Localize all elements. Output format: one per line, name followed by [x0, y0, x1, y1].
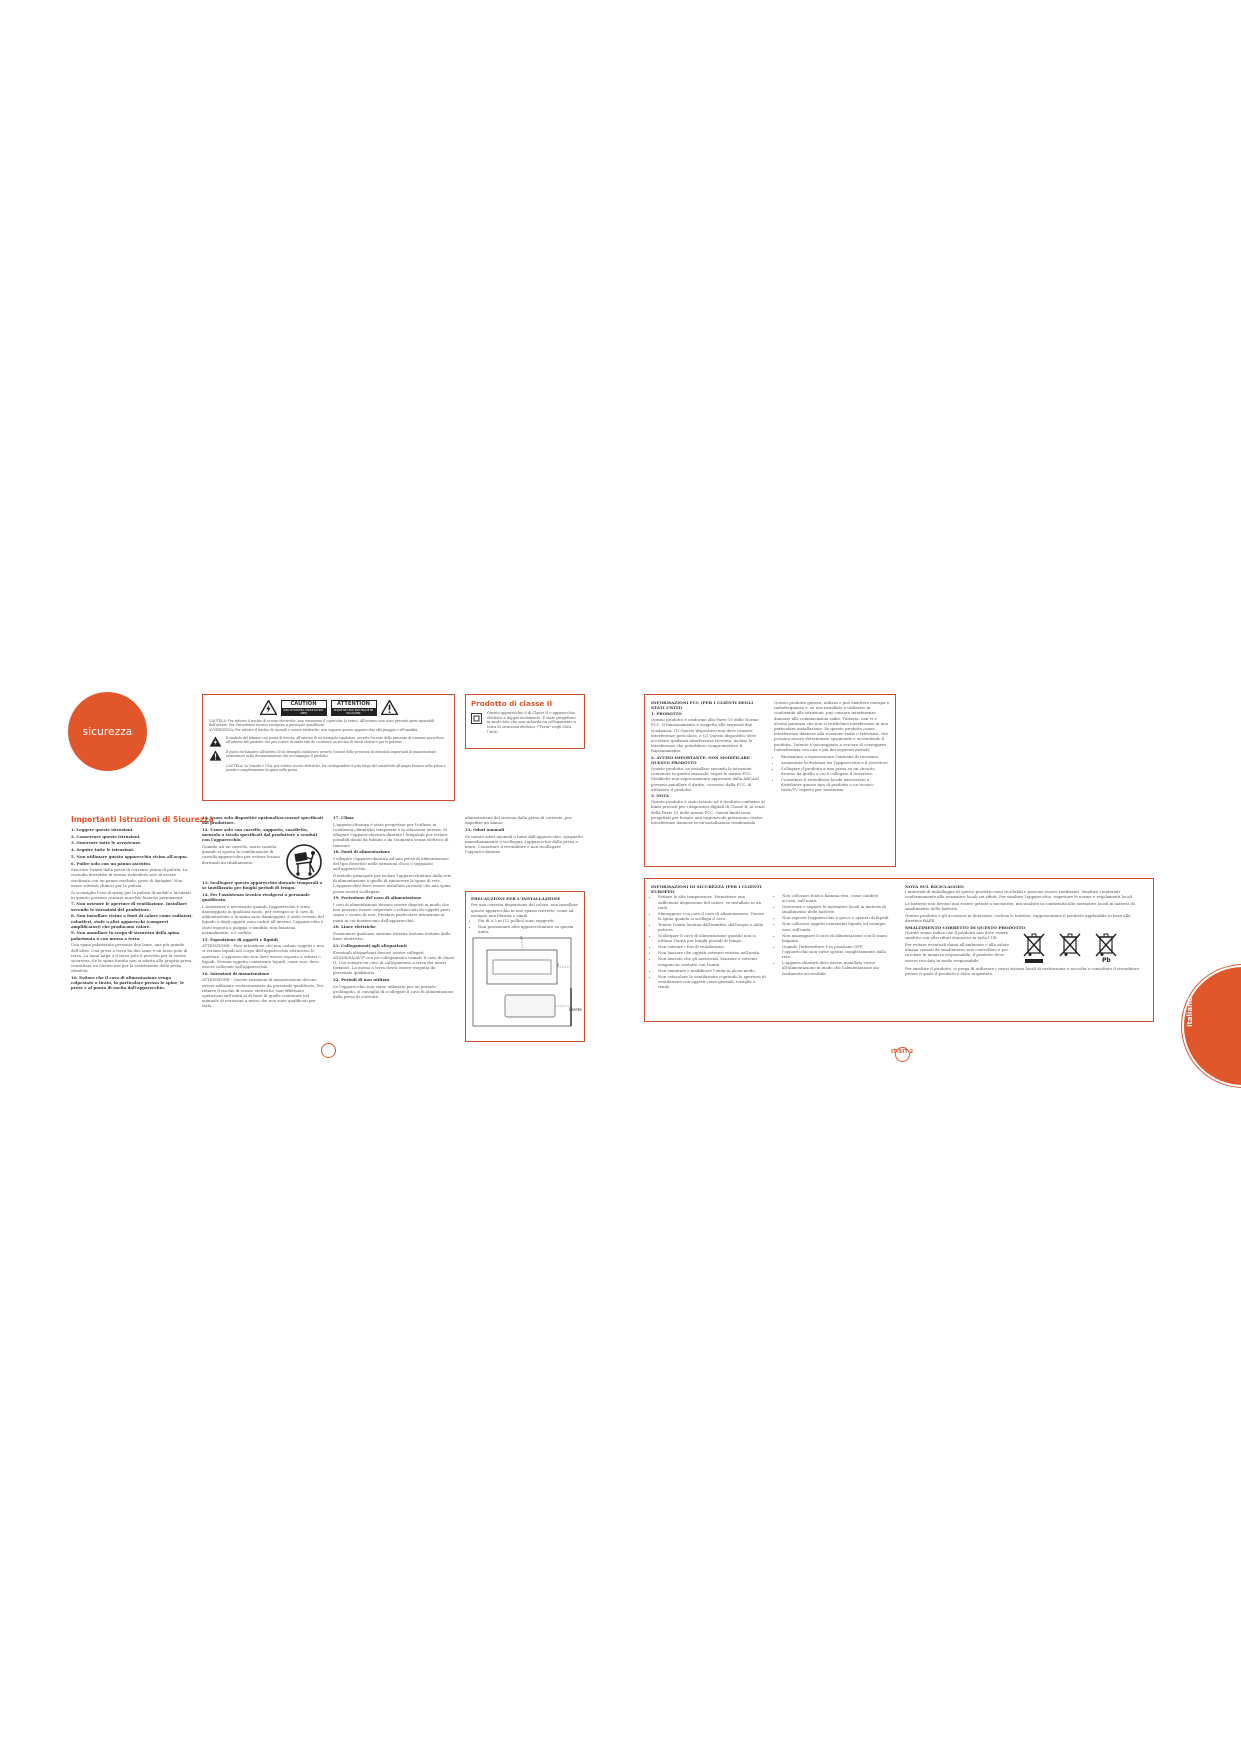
instructions-title: Importanti Istruzioni di Sicurezza: [71, 815, 214, 824]
weee-bin-bar-icon: [1023, 932, 1045, 964]
instruction-item: 17. Clima: [333, 815, 354, 820]
instruction-text: Il metodo principale per isolare l'apparecchiatura dalla rete di alimentazione è quello di rimuovere la spina di rete. L'apparecchio deve essere installato in modo che una spina possa essere scollegata.: [333, 873, 452, 894]
instruction-item: 9. Non annullare lo scopo di sicurezza della spina polarizzata o con messa a terra.: [71, 930, 180, 941]
fcc-right-text: Questo prodotto genera, utilizza e può emettere energia a radiofrequenza e, se non installato e utilizzato in conformità alle istruzioni, può causare interferenze dannose alle comunicazioni radio. Tuttavia, non vi è alcuna garanzia che non si verifichino interferenze in una particolare installazione. Se questo prodotto causa interferenze dannose alla ricezione radio o televisiva, che possono essere determinate spegnendo e accendendo il prodotto, l'utente è incoraggiato a cercare di correggere l'interferenza con una o più dei seguenti metodi:: [774, 700, 889, 752]
exclamation-warning-icon: [381, 700, 398, 715]
class2-text: Questo apparecchio è di Classe II o apparecchio elettrico a doppio isolamento. È stato progettato in modo tale che non richieda un collegamento a terra di sicurezza elettrica ("Terra" negli Stati Uniti).: [487, 711, 576, 734]
instruction-text: ATTENZIONE - Fare attenzione che non cadano oggetti e non si versino liquidi nel corpo dell'apparecchio attraverso le aperture. L'apparecchio non deve essere esposto a schizzi o liquidi. Nessun oggetto contenente liquidi, come vasi, deve essere collocato sull'apparecchio.: [202, 943, 324, 970]
page-number-circle: [321, 1043, 336, 1058]
bolt-symbol-row: [209, 736, 448, 747]
fcc-right-bullets: [774, 754, 889, 793]
instruction-item: 4. Seguire tutte le istruzioni.: [71, 847, 135, 853]
page-number: IT-SIT-2: [891, 1049, 914, 1055]
fcc-left-col: [651, 700, 766, 861]
installation-clearance-diagram: [471, 936, 581, 1028]
instruction-item: 19. Protezione del cavo di alimentazione: [333, 895, 422, 901]
weee-icons: [1023, 932, 1117, 966]
fcc-section-heading: 2. AVVISO IMPORTANTE: NON MODIFICARE QUESTO PRODOTTO: [651, 755, 750, 766]
instruction-item: 8. Non installare vicino a fonti di calore come radiatori, caloriferi, stufe o altri apparecchi (compresi amplificatori) che producono calore.: [71, 913, 193, 929]
eu-bullet: • Non collocare oggetti contenenti liquidi, ad esempio vasi, sull'unità.: [782, 921, 890, 931]
instruction-item: 10. Evitare che il cavo di alimentazione venga calpestato o tirato, in particolare presso le spine, le prese e al punto di uscita dall'apparecchio.: [71, 975, 185, 991]
eu-bullet: • Non lasciate che gli insetticidi, benzene e solventi vengano in contatto con l'unità.: [658, 956, 766, 966]
instruction-item: 2. Conservare queste istruzioni.: [71, 833, 141, 839]
class2-box: [465, 694, 585, 749]
instruction-item: 16. Istruzioni di manutenzione: [202, 970, 270, 976]
language-tab-label: italiano: [1186, 997, 1194, 1027]
dimension-label: Z: [520, 936, 523, 940]
instruction-item: 14. Per l'assistenza tecnica rivolgersi a personale qualificato.: [202, 891, 310, 903]
fcc-title: INFORMAZIONI FCC (PER I CLIENTI DEGLI STATI UNITI): [651, 700, 754, 711]
install-box: [465, 891, 585, 1042]
lightning-symbol-icon: [209, 736, 222, 747]
class2-title: Prodotto di classe II: [471, 699, 553, 708]
instructions-col-2: [202, 815, 324, 1010]
canada-plug-text: CAUTELA: In Canada e USA, per evitare scosse elettriche, far corrispondere il polo largo del connettore all'ampia fessura nella presa e inserire completamente la spina nella presa.: [226, 763, 446, 772]
eu-bullet: • Non esporre l'apparecchio a gocce o spruzzi di liquidi.: [782, 915, 890, 920]
eu-bullets-left: [651, 894, 766, 989]
fcc-section-heading: 1. PRODOTTO: [651, 711, 682, 717]
cart-warning-text: Quando usi un carrello, usare cautela quando si sposta la combinazione di carrello/apparecchio per evitare lesioni derivanti da ribaltamento.: [202, 844, 280, 865]
instructions-col-4: [465, 815, 585, 856]
excl-symbol-row: [209, 750, 448, 761]
fcc-bullet: • Collegare il prodotto a una presa su un circuito diverso da quello a cui è collegato il ricevitore.: [781, 766, 889, 776]
eu-col-1: [651, 884, 766, 990]
disposal-text: Questo segno indica che il prodotto non deve essere smaltito con altri rifiuti domestici in tutta l'UE.: [905, 930, 1009, 941]
class2-row: [471, 711, 579, 735]
fcc-box: [644, 694, 896, 867]
double-square-icon: [471, 713, 482, 724]
instruction-text: Se notate odori anomali o fumo dall'apparecchio, spegnerlo immediatamente e scollegare l'apparecchio dalla presa a muro. Contattare il rivenditore e non ricollegare l'apparecchiatura.: [465, 833, 583, 855]
fcc-bullet: • Aumentare la distanza tra l'apparecchio e il ricevitore.: [781, 760, 889, 765]
recycle-text: Le batterie non devono mai essere gettate o incenerite, ma smaltite in conformità alle normative locali in materia di smaltimento delle batterie.: [905, 901, 1135, 912]
eu-bullet: • Maneggiare con cura il cavo di alimentazione. Tenere la spina quando si scollega il cavo.: [658, 911, 766, 921]
cart-warning-row: [202, 844, 324, 880]
instruction-item: 7. Non ostruire le aperture di ventilazione. Installare secondo le istruzioni del produttore.: [71, 901, 187, 912]
instruction-item: 13. Scollegare questo apparecchio durante temporali o se inutilizzato per lunghi periodi di tempo.: [202, 880, 323, 891]
eu-bullet: • Non maneggiare il cavo di alimentazione con le mani bagnate.: [782, 933, 890, 943]
wall-label: Parete: [569, 1007, 582, 1012]
lightning-warning-icon: [260, 700, 277, 715]
instruction-item: 11. Usare solo dispositivi opzionali/accessori specificati dal produttore.: [202, 815, 324, 826]
instruction-item: 15. Esposizione di oggetti e liquidi: [202, 936, 278, 942]
eu-bullet: • Non smontare o modificare l'unità in alcun modo.: [658, 968, 766, 973]
instruction-text: Posizionare qualsiasi antenna esterna lontana lontano dalle linee elettriche.: [333, 931, 451, 942]
weee-pb-group: [1095, 932, 1117, 966]
fcc-section-heading: 3. NOTA: [651, 793, 670, 799]
recycle-title: NOTA SUL RICICLAGGIO:: [905, 884, 965, 889]
disposal-title: SMALTIMENTO CORRETTO DI QUESTO PRODOTTO: [905, 924, 1026, 930]
eu-bullet: • Non ostruire i fori di ventilazione.: [658, 944, 766, 949]
eu-bullet: • Non ostacolare la ventilazione coprendo le aperture di ventilazione con oggetti come giornali, tovaglie o tende.: [658, 974, 766, 990]
recycle-text: Questo prodotto e gli accessori in dotazione, esclusa le batterie, rappresentano il prodotto applicabile in base alla direttiva RAEE.: [905, 913, 1131, 924]
instructions-col-3: [333, 815, 455, 1001]
eu-bullet: • Scollegare il cavo di alimentazione quando non si utilizza l'unità per lunghi periodi di tempo.: [658, 933, 766, 943]
caution-text: CAUTELA: Per ridurre il rischio di scosse elettriche, non rimuovere il coperchio (o retro). All'interno non sono presenti parti riparabili dall'utente. Per l'assistenza tecnica rivolgersi a personale qualificato.: [209, 718, 435, 728]
recycle-text: I materiali di imballaggio di questo prodotto sono riciclabili e possono essere riutilizzati. Smaltire i materiali conformemente alle normative locali sui rifiuti. Per smaltire l'apparecchio, rispettare le norme e regolamenti locali.: [905, 889, 1134, 900]
eu-bullet: • L'apparecchiatura deve essere installata vicino all'alimentazione in modo che l'alimentazione sia facilmente accessibile.: [782, 960, 890, 976]
instruction-item: 6. Pulire solo con un panno asciutto.: [71, 860, 152, 866]
fcc-section-text: Questo prodotto è stato testato ed è risultato conforme ai limiti previsti per i dispositivi digitali di Classe B, ai sensi della Parte 15 delle norme FCC. Questi limiti sono progettati per fornire una ragionevole protezione contro interferenze dannose in un'installazione residenziale.: [651, 799, 765, 825]
eu-bullet: • Evitare le alte temperature. Permettere una sufficiente dispersione del calore, se installato in un rack.: [658, 894, 766, 910]
instruction-text: Si sconsiglia l'uso di spray per la pulizia di mobili o lucidanti in quanto possono causare macchie bianche permanenti.: [71, 889, 191, 900]
instruction-item: 1. Leggere queste istruzioni.: [71, 827, 134, 832]
disposal-text: Per evitare eventuali danni all'ambiente o alla salute umana causati da smaltimento non controllato e per riciclare in maniera responsabile, il prodotto deve essere riciclato in modo responsabile.: [905, 942, 1010, 963]
instruction-item: 5. Non utilizzare questo apparecchio vicino all'acqua.: [71, 853, 188, 859]
exclamation-symbol-icon: [209, 750, 222, 761]
warning-text: AVVERTENZA: Per ridurre il rischio di incendi o scosse elettriche, non esporre questo apparecchio alla pioggia o all'umidità.: [209, 728, 419, 733]
instruction-item: 18. Fonti di alimentazione: [333, 849, 391, 855]
caution-box: [202, 694, 455, 801]
fcc-bullet: • Riorientare o riposizionare l'antenna di ricezione.: [781, 754, 889, 759]
eu-bullet: • Non lasciare che oggetti estranei entrino nell'unità.: [658, 950, 766, 955]
section-badge: [68, 692, 147, 771]
eu-bullet: • Quando l'interruttore è in posizione OFF, l'apparecchio non viene spento completamente dalla rete.: [782, 944, 890, 960]
excl-symbol-text: Il punto esclamativo all'interno di un triangolo equilatero avverte l'utente della presenza di istruzioni importanti di manutenzione (assistenza) nella documentazione che accompagna il prodotto.: [226, 749, 437, 758]
instruction-item: 12. Usare solo con carrello, supporto, cavalletto, mensola o tavolo specificati dal produttore o venduti con l'apparecchio.: [202, 826, 318, 843]
instruction-text: Collegare l'apparecchiatura ad una presa di alimentazione del tipo descritto nelle istruzioni d'uso o segnalato sull'apparecchio.: [333, 855, 449, 872]
fcc-bullet: • Consultare il rivenditore locale autorizzato a distribuire questo tipo di prodotto o un tecnico radio/TV esperto per assistenza.: [781, 777, 889, 793]
caution-sublabel: RISK OF ELECTRIC SHOCK DO NOT OPEN: [281, 709, 327, 716]
instruction-text: L'assistenza è necessaria quando l'apparecchio è stato danneggiato in qualsiasi modo, per esempio se il cavo di alimentazione o la spina sono danneggiati, è stato versato del liquido o degli oggetti sono caduti all'interno, l'apparecchio è stato esposto a pioggia o umidità, non funziona normalmente, o è caduto.: [202, 903, 324, 935]
section-badge-label: sicurezza: [82, 725, 133, 738]
install-bullets: [471, 918, 579, 934]
eu-title: INFORMAZIONI DI SICUREZZA (PER I CLIENTI EUROPEI): [651, 884, 762, 895]
pb-label: Pb: [1102, 957, 1111, 965]
cart-tipover-icon: [284, 844, 324, 880]
fcc-section-text: Questo prodotto è conforme alla Parte 15 delle Norme FCC. Il funzionamento è soggetto alle seguenti due condizioni: (1) Questo dispositivo non deve causare interferenze pericolose, e (2) Questo dispositivo deve accettare qualsiasi interferenza ricevuta, incluse le interferenze che potrebbero compromettere il funzionamento.: [651, 717, 759, 754]
instruction-text: ATTENZIONE - Queste istruzioni di manutenzione devono essere utilizzate esclusivamente da personale qualificato. Per ridurre il rischio di scosse elettriche, non effettuare operazioni sull'unità al di fuori di quelle contenute nel manuale di istruzioni a meno che non siate qualificati per farlo.: [202, 977, 324, 1009]
eu-col-2: [775, 893, 890, 977]
dimension-label: Z: [557, 963, 560, 967]
weee-bin-pb-icon: [1095, 932, 1117, 958]
disposal-text: Per smaltire il prodotto, si prega di utilizzare i vostri sistemi locali di restituzione e raccolta o consultare il rivenditore presso il quale il prodotto è stato acquistato.: [905, 966, 1140, 977]
caution-label: CAUTION: [281, 700, 327, 709]
instruction-item: 20. Linee elettriche: [333, 924, 376, 930]
instruction-item: 3. Osservare tutte le avvertenze.: [71, 840, 142, 846]
bolt-symbol-text: Il simbolo del fulmine con punta di freccia, all'interno di un triangolo equilatero, avverte l'utente della presenza di tensione pericolosa all'interno del prodotto che può essere di entità tale da costituire un rischio di shock elettrico per le persone.: [226, 735, 444, 744]
instruction-text: Se l'apparecchio non viene utilizzato per un periodo prolungato, si consiglia di scollegare il cavo di alimentazione dalla presa di corrente.: [333, 983, 454, 1000]
eu-bullet: • Tenere l'unità lontana dall'umidità, dall'acqua e dalla polvere.: [658, 922, 766, 932]
eu-box: [644, 878, 1154, 1022]
instruction-item: 23. Odori anomali: [465, 826, 505, 832]
disposal-row: [905, 930, 1147, 966]
fcc-right-col: [774, 700, 889, 861]
instruction-item: 21. Collegamenti agli altoparlanti: [333, 942, 407, 948]
instruction-text: Staccare l'unità dalla presa di corrente prima di pulirla. La custodia dovrebbe di norma richiedere solo di essere strofinata con un panno morbido, privo di lanugine. Non usare solventi chimici per la pulizia.: [71, 867, 188, 888]
instruction-text: alimentazione del sistema dalla presa di corrente, per impedire un danno.: [465, 815, 572, 826]
eu-bullet: • Osservare e seguire le normative locali in materia di smaltimento delle batterie.: [782, 904, 890, 914]
weee-bin-icon: [1059, 932, 1081, 958]
instruction-text: I cavi di alimentazione devono essere disposti in modo che non possano essere calpestati o schiacciati da oggetti posti sopra o contro di essi. Prestare particolare attenzione ai punti in cui fuoriescono dall'apparecchio.: [333, 902, 450, 923]
install-bullet: • Non posizionare altri apparecchiature su questa unità.: [478, 924, 579, 934]
install-text: Per una corretta dispersione del calore, non installare questo apparecchio in uno spazio ristretto, come ad esempio una libreria o simili.: [471, 902, 578, 918]
eu-col-3: [905, 884, 1147, 978]
attention-sublabel: RISQUE DE CHOC ÉLECTRIQUE NE PAS OUVRIR: [331, 709, 377, 716]
instruction-text: L'apparecchiatura è stata progettata per l'utilizzo in condizioni climatiche temperate e in situazioni interne. Si allegare l'apparecchiatura durante i temporali per evitare possibili danni da fulmini o da l'aumento senza elettrico di tensione.: [333, 821, 449, 848]
eu-bullet: • Non collocare fonti a fiamma viva, come candele accese, sull'unità.: [782, 893, 890, 903]
attention-label: ATTENTION: [331, 700, 377, 709]
instruction-text: Eventuali altoparlanti devono essere collegati all'AVR/SA/AV/P con un collegamento usando il cavo di classe II. Uso sempre un cavo di collegamento a terra dei nostri fornitori. La messa a terra dovrà essere eseguita da personale qualificato.: [333, 949, 455, 976]
install-bullet: • Più di 0,3 m (12 pollici) sono suggeriti.: [478, 918, 579, 923]
instructions-col-1: [71, 827, 194, 992]
install-title: PRECAUZIONI PER L'INSTALLAZIONE: [471, 896, 561, 901]
fcc-section-text: Questo prodotto, se installato secondo le istruzioni contenute in questo manuale, segue le norme FCC. Modifiche non espressamente approvate dalla ARCAM possono annullare il diritto, concesso dalla FCC, di utilizzare il prodotto.: [651, 765, 759, 792]
caution-label-block: [281, 700, 327, 716]
eu-bullets-right: [775, 893, 890, 976]
instruction-text: Una spina polarizzata presenta due lame, una più grande dell'altra. Una presa a terra ha due lame e un terzo polo di terra. La lama larga o il terzo polo è previsto per la vostra sicurezza. Se la spina fornita non si adatta alla propria presa, consultare un elettricista per la sostituzione della presa obsoleta.: [71, 942, 193, 974]
instruction-item: 22. Periodi di non utilizzo: [333, 977, 390, 983]
caution-header: [209, 700, 448, 716]
plug-note-row: [209, 764, 448, 772]
attention-label-block: [331, 700, 377, 716]
